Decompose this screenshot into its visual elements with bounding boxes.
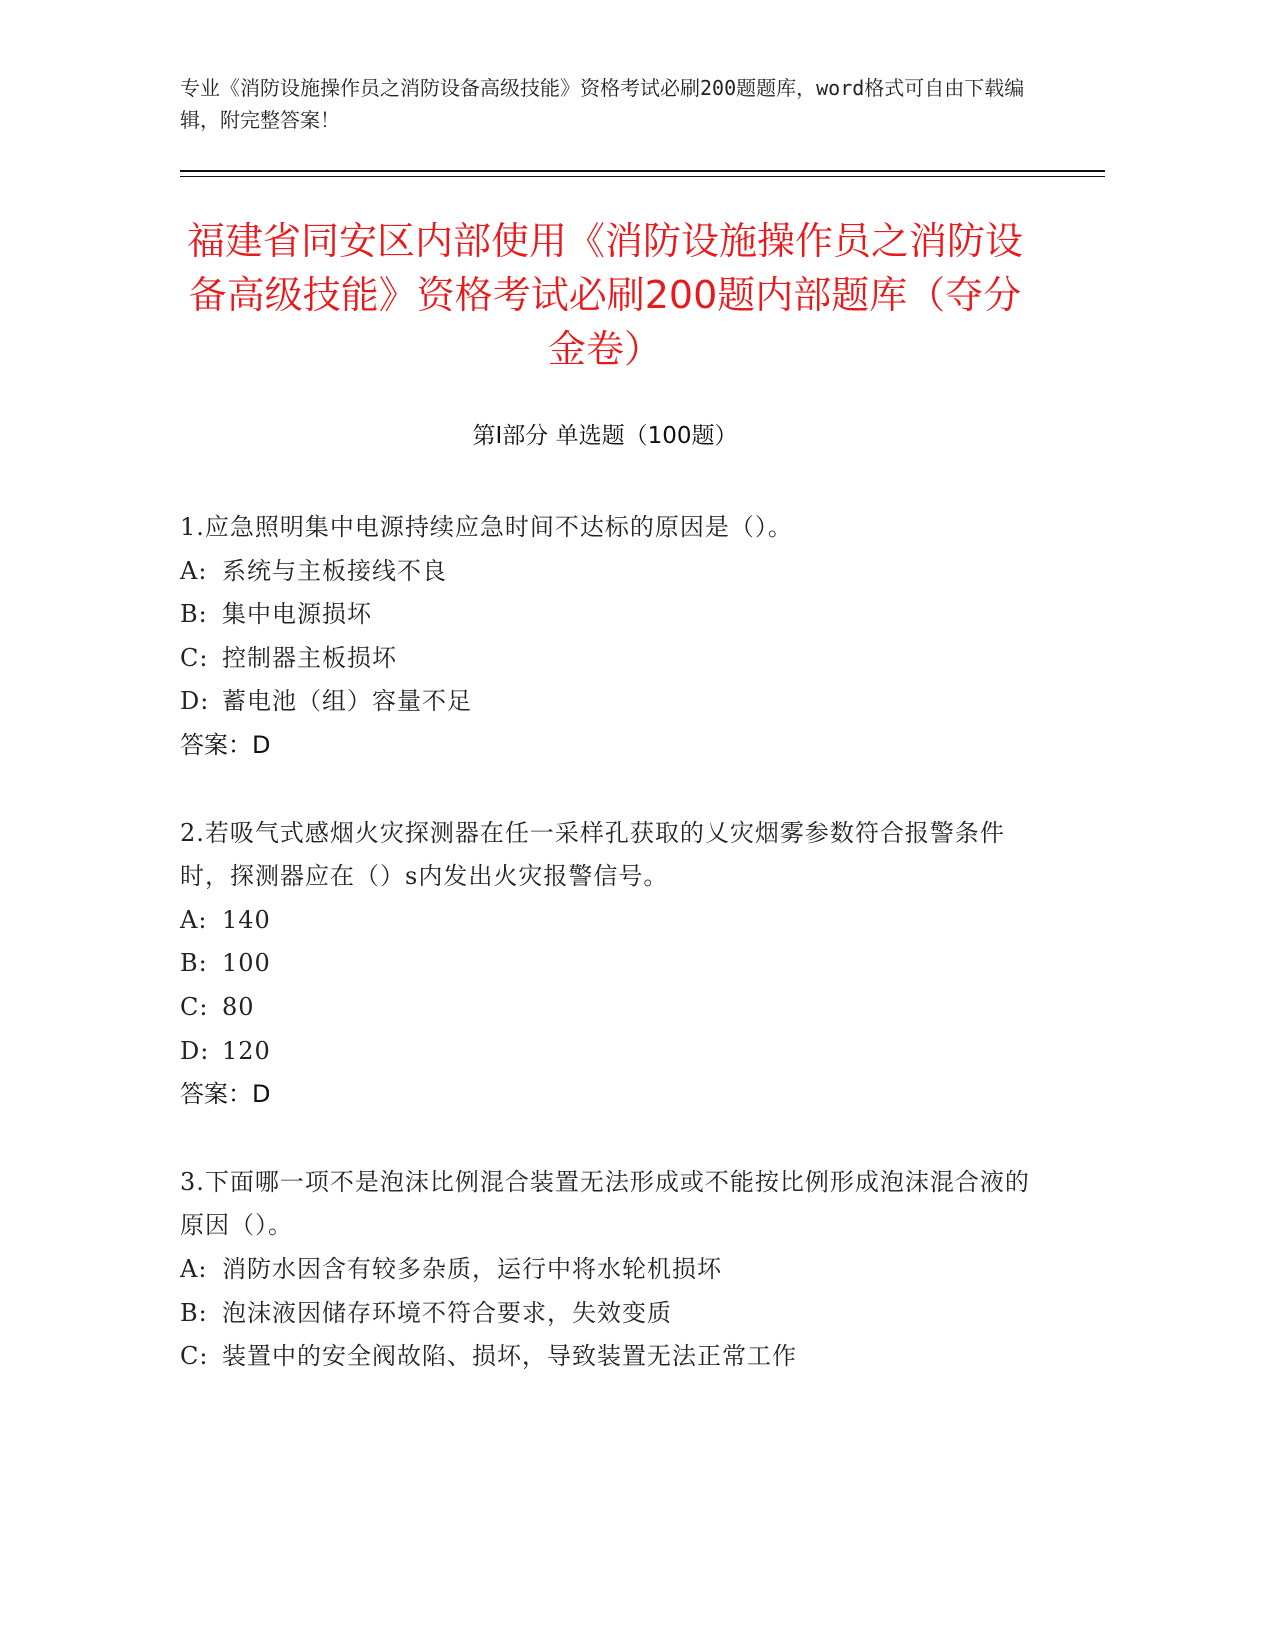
header-divider-thin <box>180 176 1105 177</box>
option-text: 蓄电池（组）容量不足 <box>222 687 472 716</box>
answer: 答案：D <box>180 1080 271 1109</box>
option-text: 80 <box>222 992 255 1021</box>
option-letter: A: <box>180 905 208 934</box>
option-a <box>180 899 1040 943</box>
question-3 <box>180 1161 1040 1379</box>
question-stem: 1.应急照明集中电源持续应急时间不达标的原因是（）。 <box>180 513 793 541</box>
answer: 答案：D <box>180 730 271 759</box>
question-list <box>180 506 1040 1423</box>
option-text: 泡沫液因储存环境不符合要求，失效变质 <box>222 1298 672 1327</box>
option-text: 140 <box>222 905 271 934</box>
option-letter: C: <box>180 643 209 672</box>
option-text: 120 <box>222 1036 271 1065</box>
option-text: 系统与主板接线不良 <box>222 556 447 585</box>
option-letter: C: <box>180 1342 209 1371</box>
header-divider-thick <box>180 170 1105 172</box>
option-d <box>180 1030 1040 1074</box>
option-letter: B: <box>180 949 208 978</box>
option-b <box>180 593 1040 637</box>
option-b <box>180 942 1040 986</box>
option-letter: A: <box>180 1254 208 1283</box>
option-b <box>180 1292 1040 1336</box>
option-letter: B: <box>180 600 208 629</box>
option-text: 100 <box>222 949 271 978</box>
header-note: 专业《消防设施操作员之消防设备高级技能》资格考试必刷200题题库，word格式可自由下载编辑，附完整答案！ <box>180 76 1025 132</box>
option-letter: A: <box>180 556 208 585</box>
option-text: 集中电源损坏 <box>222 600 372 629</box>
document-title: 福建省同安区内部使用《消防设施操作员之消防设备高级技能》资格考试必刷200题内部题库（夺分金卷） <box>186 219 1023 371</box>
option-letter: B: <box>180 1298 208 1327</box>
option-letter: C: <box>180 992 209 1021</box>
option-c <box>180 1335 1040 1379</box>
question-stem: 3.下面哪一项不是泡沫比例混合装置无法形成或不能按比例形成泡沫混合液的原因（）。 <box>180 1167 1030 1240</box>
option-a <box>180 550 1040 594</box>
option-a <box>180 1248 1040 1292</box>
question-2 <box>180 812 1040 1117</box>
option-c <box>180 986 1040 1030</box>
section-title: 第Ⅰ部分 单选题（100题） <box>472 423 738 449</box>
option-text: 装置中的安全阀故陷、损坏，导致装置无法正常工作 <box>222 1342 797 1371</box>
option-d <box>180 680 1040 724</box>
question-stem: 2.若吸气式感烟火灾探测器在任一采样孔获取的乂灾烟雾参数符合报警条件时，探测器应在（）s内发出火灾报警信号。 <box>180 818 1005 891</box>
option-letter: D: <box>180 1036 210 1065</box>
option-text: 控制器主板损坏 <box>222 643 397 672</box>
question-1 <box>180 506 1040 768</box>
option-c <box>180 637 1040 681</box>
option-letter: D: <box>180 687 210 716</box>
option-text: 消防水因含有较多杂质，运行中将水轮机损坏 <box>222 1254 722 1283</box>
